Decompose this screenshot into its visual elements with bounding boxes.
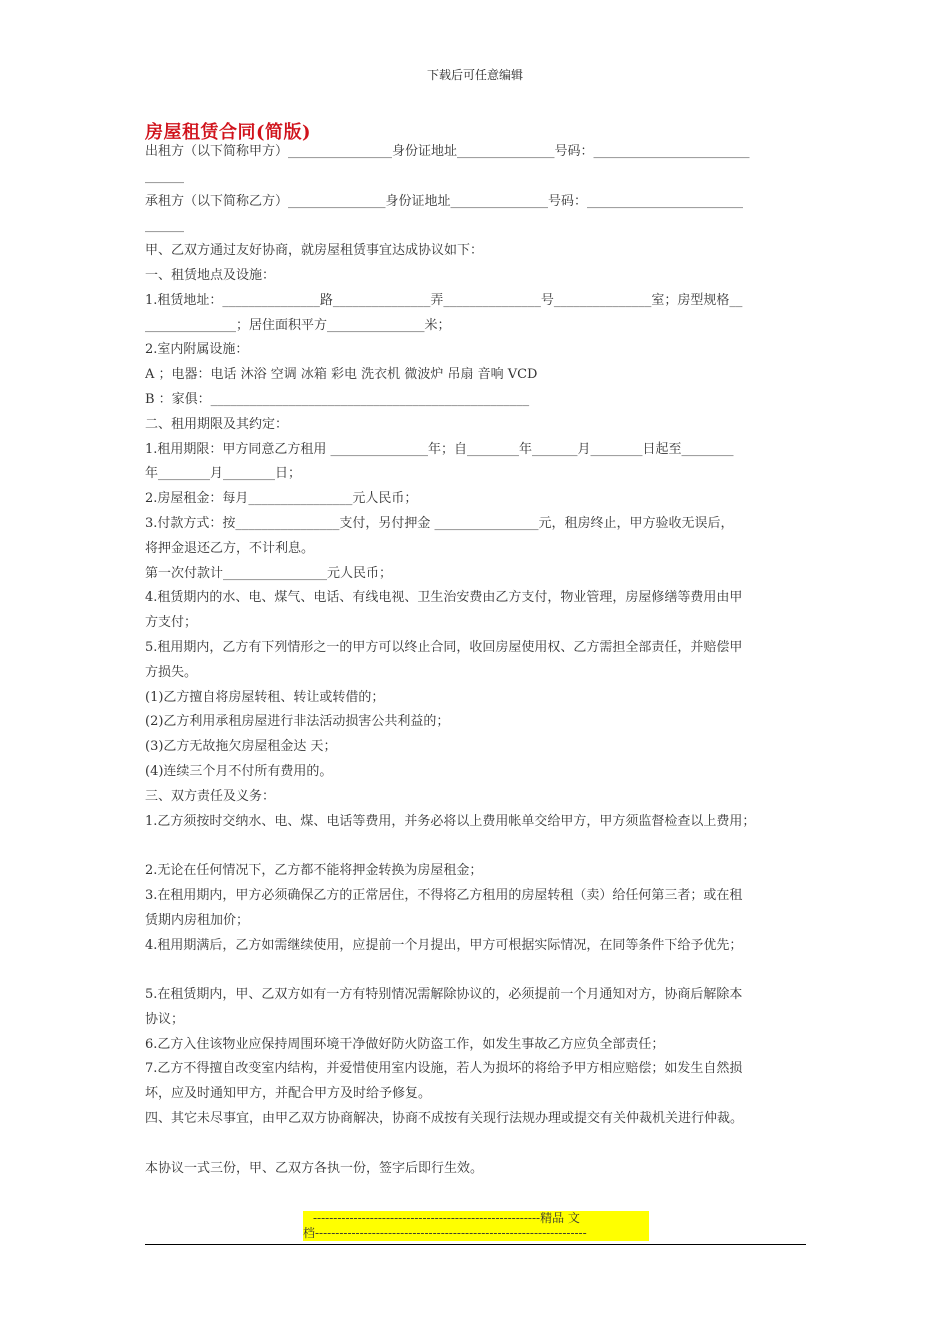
contract-line: 一、租赁地点及设施： — [145, 267, 276, 283]
contract-line: 三、双方责任及义务： — [145, 788, 276, 804]
contract-line: ______ — [145, 218, 184, 234]
contract-line: 方损失。 — [145, 664, 198, 680]
contract-line: 四、其它未尽事宜，由甲乙双方协商解决，协商不成按有关现行法规办理或提交有关仲裁机关进行仲裁。 — [145, 1111, 744, 1127]
contract-line: 4.租赁期内的水、电、煤气、电话、有线电视、卫生治安费由乙方支付，物业管理，房屋修缮等费用由甲 — [145, 590, 743, 606]
contract-line: (2)乙方利用承租房屋进行非法活动损害公共利益的； — [145, 714, 450, 730]
contract-line: B ：家俱：_________________________________________________ — [145, 391, 530, 407]
contract-line: 年________月________日； — [145, 466, 302, 482]
contract-line: 甲、乙双方通过友好协商，就房屋租赁事宜达成协议如下： — [145, 243, 484, 259]
contract-line: (3)乙方无故拖欠房屋租金达 天； — [145, 739, 337, 755]
footer-line-1: --------------------------------------------------------精品 文 — [313, 1211, 580, 1225]
contract-line: 坏，应及时通知甲方，并配合甲方及时给予修复。 — [145, 1086, 432, 1102]
contract-line: 1.租赁地址：_______________路_______________弄_______________号_______________室；房型规格__ — [145, 292, 743, 308]
contract-line: 5.在租赁期内，甲、乙双方如有一方有特别情况需解除协议的，必须提前一个月通知对方，协商后解除本 — [145, 987, 743, 1003]
contract-line — [145, 958, 810, 983]
contract-line: 赁期内房租加价； — [145, 912, 250, 928]
contract-line: A ；电器：电话 沐浴 空调 冰箱 彩电 洗衣机 微波炉 吊扇 音响 VCD — [145, 367, 538, 383]
contract-line: 4.租用期满后，乙方如需继续使用，应提前一个月提出，甲方可根据实际情况，在同等条件下给予优先； — [145, 937, 743, 953]
page-header: 下载后可任意编辑 — [426, 68, 523, 82]
contract-line: 2.房屋租金：每月________________元人民币； — [145, 491, 418, 507]
contract-line: 6.乙方入住该物业应保持周围环境干净做好防火防盗工作，如发生事故乙方应负全部责任； — [145, 1036, 665, 1052]
contract-line: 第一次付款计________________元人民币； — [145, 565, 393, 581]
contract-line: 1.乙方须按时交纳水、电、煤、电话等费用，并务必将以上费用帐单交给甲方，甲方须监督检查以上费用； — [145, 813, 756, 829]
contract-line: 本协议一式三份，甲、乙双方各执一份，签字后即行生效。 — [145, 1160, 484, 1176]
contract-line: 出租方（以下简称甲方）________________身份证地址_______________号码：________________________ — [145, 144, 750, 159]
document-title: 房屋租赁合同(简版) — [145, 122, 312, 143]
contract-body — [145, 140, 810, 1181]
contract-line: 承租方（以下简称乙方）_______________身份证地址_______________号码：________________________ — [145, 193, 744, 209]
contract-line — [145, 834, 810, 859]
contract-line: (1)乙方擅自将房屋转租、转让或转借的； — [145, 689, 385, 705]
contract-line: 7.乙方不得擅自改变室内结构，并爱惜使用室内设施，若人为损坏的将给予甲方相应赔偿；如发生自然损 — [145, 1061, 743, 1077]
contract-line: 2.无论在任何情况下，乙方都不能将押金转换为房屋租金； — [145, 863, 483, 879]
contract-line: ______________；居住面积平方_______________米； — [145, 317, 451, 333]
contract-line: 3.付款方式：按________________支付，另付押金 ________________元，租房终止，甲方验收无误后， — [145, 515, 734, 531]
footer-rule — [145, 1244, 806, 1245]
contract-line: 5.租用期内，乙方有下列情形之一的甲方可以终止合同，收回房屋使用权、乙方需担全部责任，并赔偿甲 — [145, 639, 743, 655]
footer-watermark — [303, 1211, 649, 1241]
contract-line: 2.室内附属设施： — [145, 342, 249, 358]
contract-line: 将押金退还乙方，不计利息。 — [145, 540, 315, 556]
footer-line-2: 档------------------------------------------------------------------- — [303, 1226, 587, 1240]
contract-line — [145, 1132, 810, 1157]
contract-line: (4)连续三个月不付所有费用的。 — [145, 763, 333, 779]
contract-line: 协议； — [145, 1011, 185, 1027]
contract-line: 方支付； — [145, 615, 198, 631]
contract-line: 二、租用期限及其约定： — [145, 416, 289, 432]
contract-line: ______ — [145, 168, 184, 184]
contract-line: 1.租用期限：甲方同意乙方租用 _______________年；自________年_______月________日起至________ — [145, 441, 734, 457]
contract-line: 3.在租用期内，甲方必须确保乙方的正常居住，不得将乙方租用的房屋转租（卖）给任何第三者；或在租 — [145, 887, 743, 903]
